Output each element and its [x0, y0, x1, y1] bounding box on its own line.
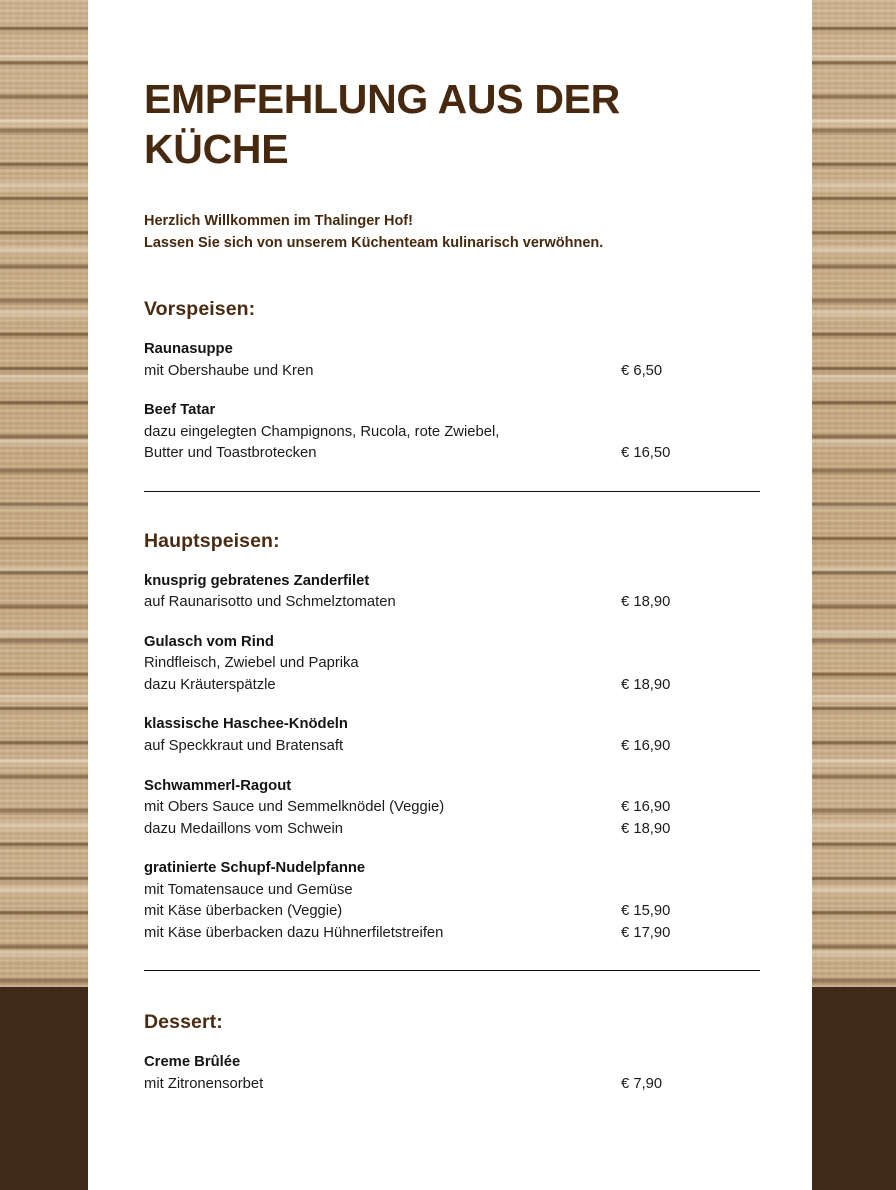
section-divider [144, 491, 768, 492]
menu-item-line [144, 923, 768, 945]
intro-line-2: Lassen Sie sich von unserem Küchenteam kulinarisch verwöhnen. [144, 235, 604, 252]
menu-item-name: Beef Tatar [144, 402, 216, 419]
menu-item [144, 571, 768, 614]
intro-line-1: Herzlich Willkommen im Thalinger Hof! [144, 213, 413, 230]
menu-item-description: dazu Kräuterspätzle [144, 676, 276, 693]
menu-item-price: € 16,50 [621, 445, 671, 462]
menu-item-name: knusprig gebratenes Zanderfilet [144, 572, 370, 589]
section-divider [144, 970, 768, 971]
menu-section [144, 530, 768, 945]
menu-item-line [144, 675, 768, 697]
menu-item [144, 776, 768, 841]
menu-item-price: € 15,90 [621, 903, 671, 920]
section-heading: Dessert: [144, 1011, 223, 1034]
menu-item-name: gratinierte Schupf-Nudelpfanne [144, 860, 366, 877]
menu-item [144, 858, 768, 944]
menu-item-line [144, 901, 768, 923]
divider-rule [144, 970, 760, 971]
menu-item-price: € 17,90 [621, 924, 671, 941]
divider-rule [144, 491, 760, 492]
menu-item-description: mit Käse überbacken (Veggie) [144, 903, 343, 920]
menu-item-line [144, 653, 768, 675]
menu-item-line [144, 797, 768, 819]
menu-item-name: Raunasuppe [144, 341, 233, 358]
menu-item-name: Gulasch vom Rind [144, 633, 274, 650]
menu-item-description: Rindfleisch, Zwiebel und Paprika [144, 655, 359, 672]
menu-section [144, 298, 768, 465]
menu-item-price: € 16,90 [621, 737, 671, 754]
menu-item [144, 714, 768, 757]
section-heading: Vorspeisen: [144, 298, 256, 321]
menu-sections [144, 298, 768, 1095]
menu-item-description: mit Käse überbacken dazu Hühnerfiletstreifen [144, 924, 444, 941]
menu-item-price: € 7,90 [621, 1075, 663, 1092]
welcome-intro [144, 210, 768, 254]
menu-item-price: € 16,90 [621, 798, 671, 815]
menu-item-line [144, 361, 768, 383]
menu-card [88, 0, 812, 1190]
menu-item-line [144, 443, 768, 465]
menu-item [144, 1052, 768, 1095]
menu-section [144, 1011, 768, 1095]
menu-item-name: Schwammerl-Ragout [144, 777, 292, 794]
page-title: EMPFEHLUNG AUS DER KÜCHE [144, 76, 620, 173]
menu-item-description: mit Obers Sauce und Semmelknödel (Veggie) [144, 798, 445, 815]
menu-item-description: Butter und Toastbrotecken [144, 445, 317, 462]
menu-item [144, 339, 768, 382]
menu-item-description: mit Tomatensauce und Gemüse [144, 881, 353, 898]
section-heading: Hauptspeisen: [144, 529, 280, 552]
menu-item [144, 632, 768, 697]
menu-item-description: auf Speckkraut und Bratensaft [144, 737, 344, 754]
menu-item-name: Creme Brûlée [144, 1054, 241, 1071]
menu-item-line [144, 819, 768, 841]
menu-item-description: mit Zitronensorbet [144, 1075, 264, 1092]
menu-item-description: mit Obershaube und Kren [144, 362, 314, 379]
menu-item-name: klassische Haschee-Knödeln [144, 716, 348, 733]
menu-item-price: € 18,90 [621, 820, 671, 837]
menu-item-price: € 18,90 [621, 676, 671, 693]
menu-item-price: € 6,50 [621, 362, 663, 379]
menu-item-price: € 18,90 [621, 594, 671, 611]
menu-item [144, 400, 768, 465]
menu-item-line [144, 1074, 768, 1096]
menu-item-line [144, 736, 768, 758]
menu-item-description: auf Raunarisotto und Schmelztomaten [144, 594, 396, 611]
menu-item-line [144, 880, 768, 902]
menu-item-description: dazu eingelegten Champignons, Rucola, rote Zwiebel, [144, 423, 500, 440]
menu-item-line [144, 592, 768, 614]
menu-item-line [144, 422, 768, 444]
menu-content [144, 0, 768, 1095]
menu-item-description: dazu Medaillons vom Schwein [144, 820, 344, 837]
